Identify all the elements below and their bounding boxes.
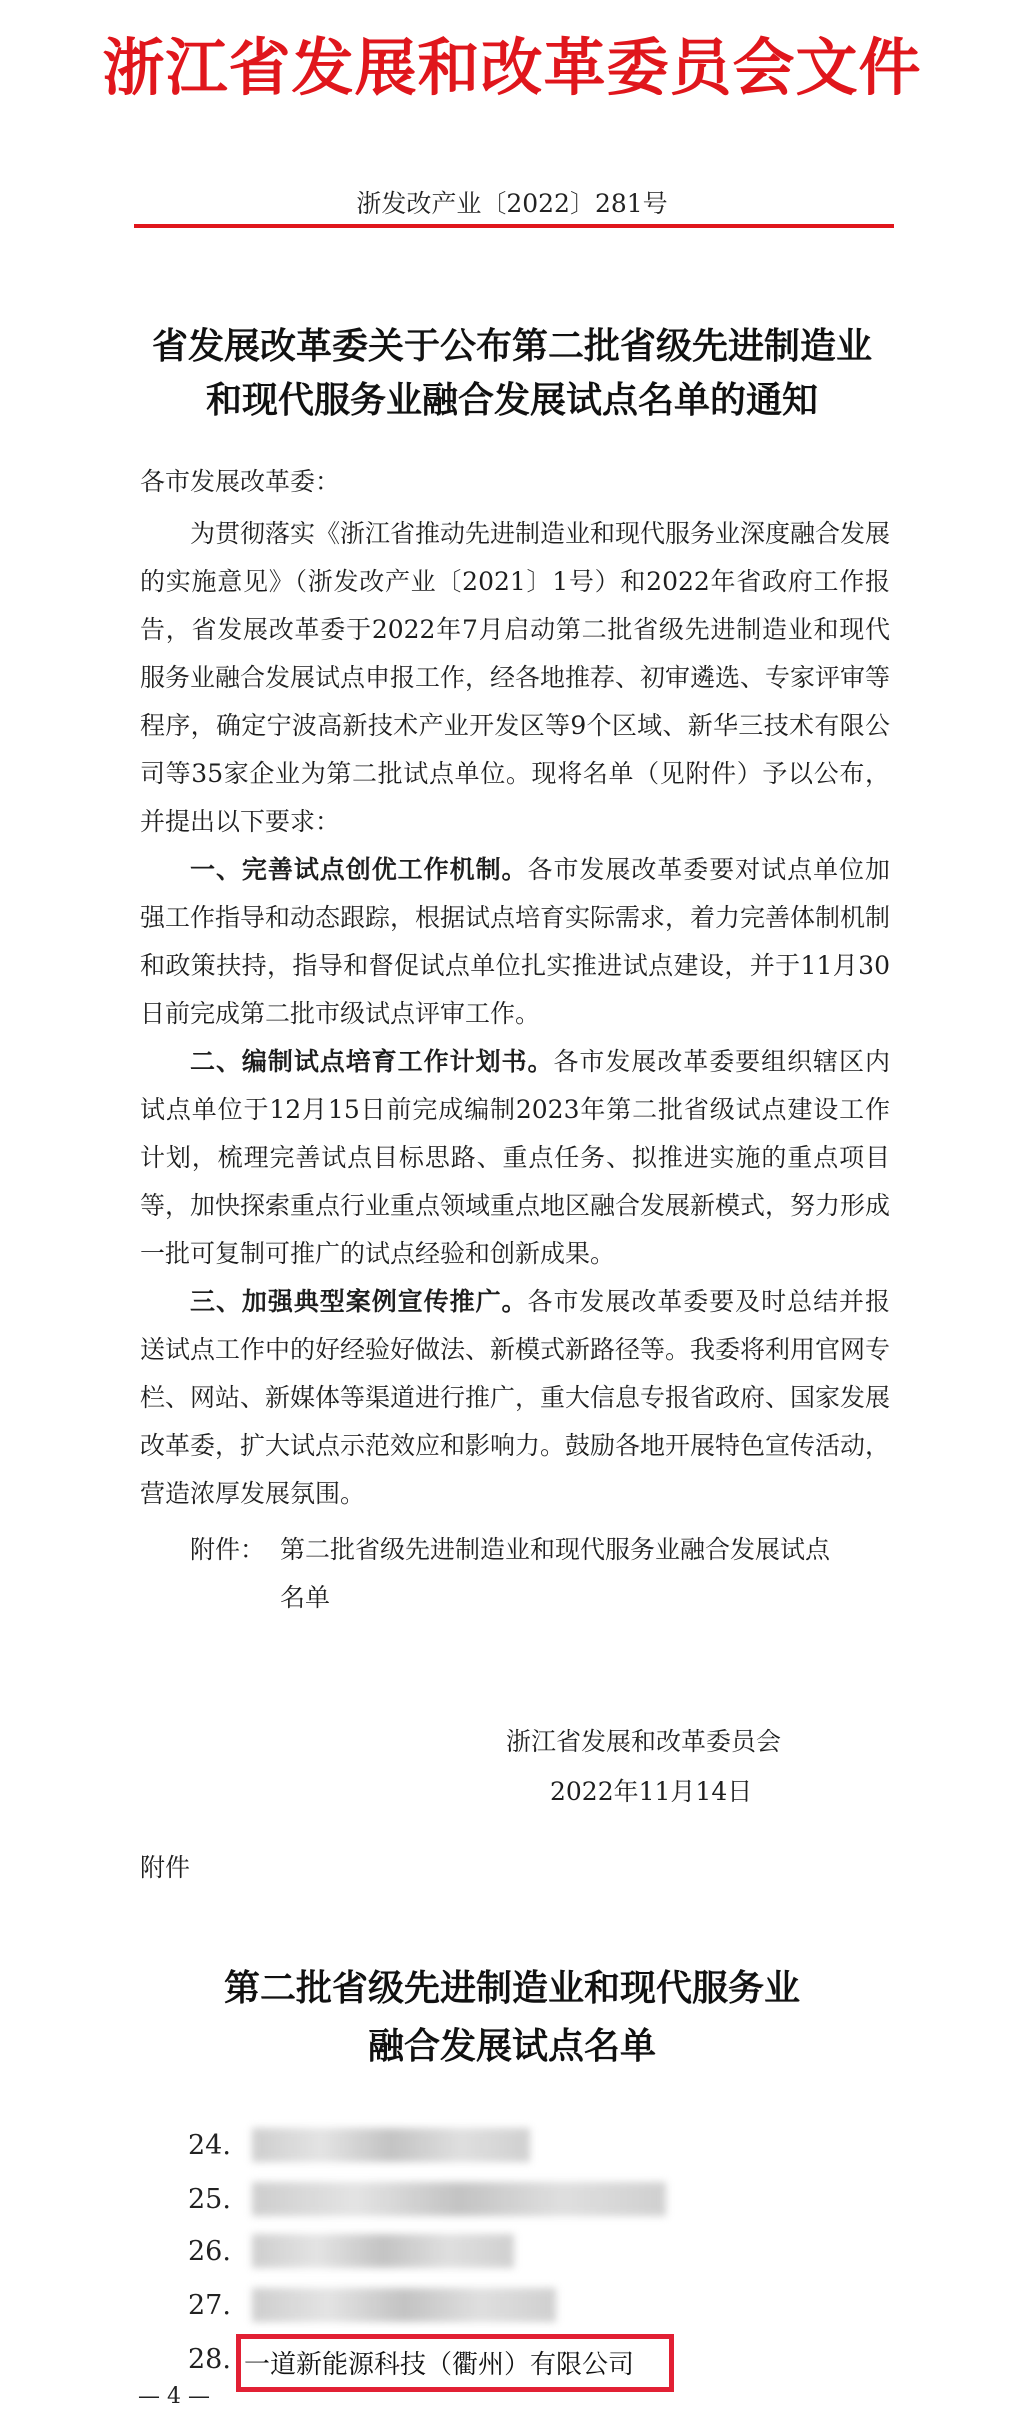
- redacted-entry: [252, 2288, 556, 2322]
- notice-title-line1: 省发展改革委关于公布第二批省级先进制造业: [151, 325, 872, 367]
- requirement-2: [140, 1038, 890, 1278]
- requirement-1-heading: 一、完善试点创优工作机制。: [190, 855, 528, 884]
- redacted-entry: [252, 2128, 530, 2162]
- list-item-number: 24.: [188, 2130, 231, 2161]
- attachment-label: 附件：: [190, 1535, 266, 1564]
- issuer-header: 浙江省发展和改革委员会文件: [102, 31, 922, 104]
- requirement-2-heading: 二、编制试点培育工作计划书。: [190, 1047, 554, 1076]
- red-divider: [134, 224, 894, 228]
- salutation: 各市发展改革委：: [140, 467, 341, 496]
- attachment-line1: 第二批省级先进制造业和现代服务业融合发展试点: [280, 1535, 831, 1564]
- list-item-number: 27.: [188, 2290, 231, 2321]
- highlighted-company-name: 一道新能源科技（衢州）有限公司: [244, 2350, 635, 2380]
- redacted-entry: [252, 2234, 514, 2268]
- appendix-title-line1: 第二批省级先进制造业和现代服务业: [223, 1967, 800, 2009]
- document-number: 浙发改产业〔2022〕281号: [356, 189, 668, 218]
- signer: 浙江省发展和改革委员会: [506, 1727, 782, 1756]
- notice-title-line2: 和现代服务业融合发展试点名单的通知: [205, 379, 818, 421]
- requirement-2-body: 各市发展改革委要组织辖区内试点单位于12月15日前完成编制2023年第二批省级试点建设工作计划，梳理完善试点目标思路、重点任务、拟推进实施的重点项目等，加快探索重点行业重点领域重点地区融合发展新模式，努力形成一批可复制可推广的试点经验和创新成果。: [140, 1047, 891, 1268]
- list-item-number: 28.: [188, 2344, 231, 2375]
- requirement-1-body: 各市发展改革委要对试点单位加强工作指导和动态跟踪，根据试点培育实际需求，着力完善体制机制和政策扶持，指导和督促试点单位扎实推进试点建设，并于11月30日前完成第二批市级试点评审工作。: [140, 855, 891, 1028]
- attachment-line2: 名单: [280, 1583, 331, 1612]
- list-item-number: 25.: [188, 2184, 231, 2215]
- list-item-number: 26.: [188, 2236, 231, 2267]
- requirement-3-heading: 三、加强典型案例宣传推广。: [190, 1287, 528, 1316]
- page-number: — 4 —: [138, 2384, 210, 2409]
- appendix-title-line2: 融合发展试点名单: [367, 2025, 656, 2067]
- red-highlight-box: [236, 2334, 674, 2392]
- requirement-3: [140, 1278, 890, 1518]
- requirement-1: [140, 846, 890, 1038]
- requirement-3-body: 各市发展改革委要及时总结并报送试点工作中的好经验好做法、新模式新路径等。我委将利用官网专栏、网站、新媒体等渠道进行推广，重大信息专报省政府、国家发展改革委，扩大试点示范效应和影响力。鼓励各地开展特色宣传活动，营造浓厚发展氛围。: [140, 1287, 891, 1508]
- issue-date: 2022年11月14日: [550, 1777, 753, 1806]
- redacted-entry: [252, 2182, 666, 2216]
- appendix-label: 附件: [140, 1853, 191, 1882]
- intro-paragraph: 为贯彻落实《浙江省推动先进制造业和现代服务业深度融合发展的实施意见》（浙发改产业〔2021〕1号）和2022年省政府工作报告，省发展改革委于2022年7月启动第二批省级先进制造业和现代服务业融合发展试点申报工作，经各地推荐、初审遴选、专家评审等程序，确定宁波高新技术产业开发区等9个区域、新华三技术有限公司等35家企业为第二批试点单位。现将名单（见附件）予以公布，并提出以下要求：: [140, 519, 891, 836]
